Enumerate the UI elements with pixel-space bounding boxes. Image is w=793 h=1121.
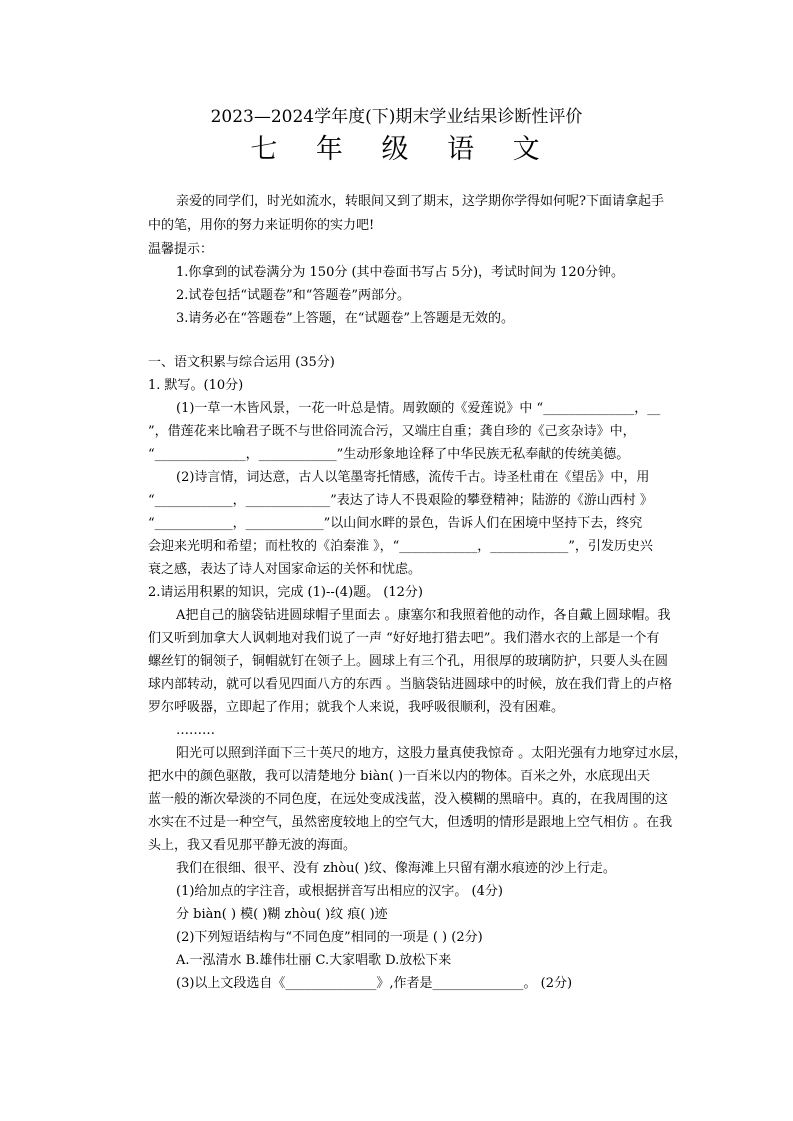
question-1-line: “____________，____________”以山间水畔的景色，告诉人们在困境中坚持下去，终究 — [148, 516, 643, 531]
passage-line: 我们在很细、很平、没有 zhòu( )纹、像海滩上只留有潮水痕迹的沙上行走。 — [176, 861, 616, 876]
passage-line: 水实在不过是一种空气，虽然密度较地上的空气大，但透明的情形是跟地上空气相仿 。在我 — [148, 815, 673, 830]
passage-line: 蓝一般的渐次晕淡的不同色度，在远处变成浅蓝，没入模糊的黑暗中。真的，在我周围的这 — [148, 792, 669, 807]
exam-title: 2023—2024学年度(下)期末学业结果诊断性评价 — [210, 107, 583, 127]
sub-question-2: (2)下列短语结构与“不同色度”相同的一项是 ( ) (2分) — [176, 930, 483, 945]
sub-question-1: (1)给加点的字注音，或根据拼音写出相应的汉字。 (4分) — [176, 884, 503, 899]
tip-item: 2.试卷包括“试题卷”和“答题卷”两部分。 — [176, 288, 410, 303]
question-2-title: 2.请运用积累的知识，完成 (1)--(4)题。 (12分) — [148, 585, 423, 600]
intro-line: 中的笔，用你的努力来证明你的实力吧! — [148, 218, 375, 233]
question-1-line: “____________，_____________”表达了诗人不畏艰险的攀登精神；陆游的《游山西村 》 — [148, 493, 653, 508]
tips-heading: 温馨提示： — [148, 242, 214, 257]
passage-line: 们又听到加拿大人讽刺地对我们说了一声 “好好地打猎去吧”。我们潜水衣的上部是一个有 — [148, 631, 660, 646]
sub-question-3: (3)以上文段选自《______________》,作者是______________。 (2分) — [176, 976, 573, 991]
tip-item: 1.你拿到的试卷满分为 150分 (其中卷面书写占 5分)，考试时间为 120分钟。 — [176, 265, 624, 280]
passage-line: 头上，我又看见那平静无波的海面。 — [148, 838, 357, 853]
passage-line: 把水中的颜色驱散，我可以清楚地分 biàn( )一百米以内的物体。百米之外，水底现出天 — [148, 769, 651, 784]
intro-line: 亲爱的同学们，时光如流水，转眼间又到了期末，这学期你学得如何呢?下面请拿起手 — [176, 194, 664, 209]
passage-line: 阳光可以照到洋面下三十英尺的地方，这股力量真使我惊奇 。太阳光强有力地穿过水层， — [176, 746, 688, 761]
subject-title: 七 年 级 语 文 — [250, 134, 555, 165]
question-1-line: “______________，____________”生动形象地诠释了中华民族无私奉献的传统美德。 — [148, 447, 630, 462]
ellipsis: ……… — [176, 723, 215, 738]
passage-line: 球内部转动，就可以看见四面八方的东西 。当脑袋钻进圆球中的时候，放在我们背上的卢格 — [148, 677, 673, 692]
sub-question-1-answer-blanks: 分 biàn( ) 模( )糊 zhòu( )纹 痕( )迹 — [176, 907, 388, 922]
question-1-line: 衰之感，表达了诗人对国家命运的关怀和忧虑。 — [148, 562, 422, 577]
passage-line: A把自己的脑袋钻进圆球帽子里面去 。康塞尔和我照着他的动作，各自戴上圆球帽。我 — [176, 608, 671, 623]
tip-item: 3.请务必在“答题卷”上答题，在“试题卷”上答题是无效的。 — [176, 311, 514, 326]
passage-line: 罗尔呼吸器，立即起了作用；就我个人来说，我呼吸很顺利，没有困难。 — [148, 700, 565, 715]
sub-question-2-options: A.一泓清水 B.雄伟壮丽 C.大家唱歌 D.放松下来 — [176, 953, 452, 968]
question-1-line: ”，借莲花来比喻君子既不与世俗同流合污，又端庄自重；龚自珍的《己亥杂诗》中， — [148, 424, 636, 439]
question-1-line: 会迎来光明和希望；而杜牧的《泊秦淮 》，“____________，____________”，引发历史兴 — [148, 539, 653, 554]
question-1-line: (2)诗言情，词达意，古人以笔墨寄托情感，流传千古。诗圣杜甫在《望岳》中，用 — [176, 470, 650, 485]
question-1-line: (1)一草一木皆风景，一花一叶总是情。周敦颐的《爱莲说》中 “______________，__ — [176, 401, 661, 416]
passage-line: 螺丝钉的铜领子，铜帽就钉在领子上。圆球上有三个孔，用很厚的玻璃防护，只要人头在圆 — [148, 654, 669, 669]
question-1-title: 1. 默写。(10分) — [148, 378, 244, 393]
section-heading: 一、语文积累与综合运用 (35分) — [148, 355, 335, 370]
